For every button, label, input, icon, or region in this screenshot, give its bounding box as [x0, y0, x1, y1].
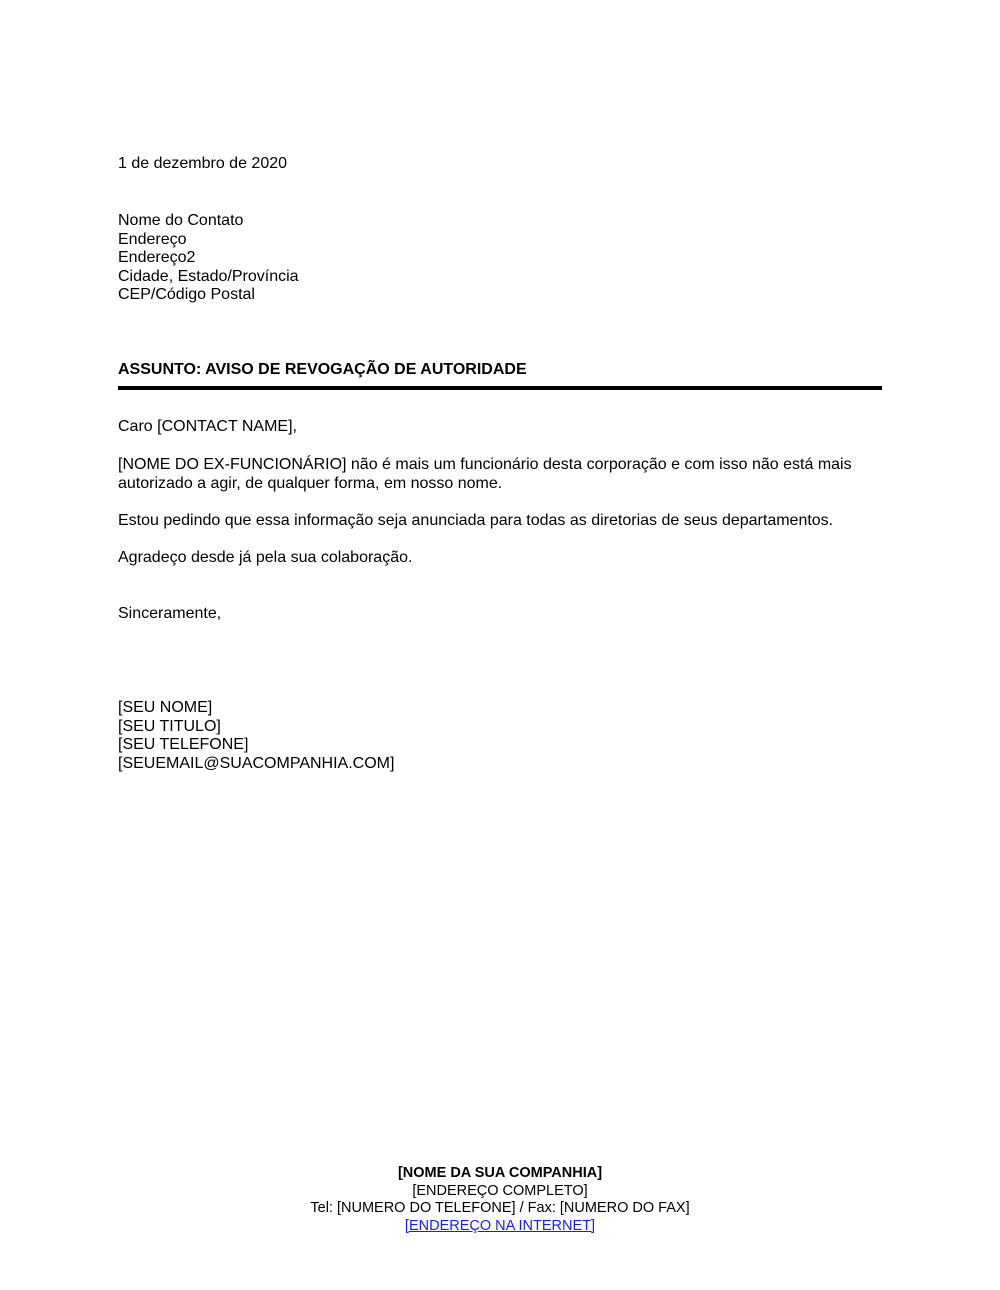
body-paragraph-3-text: Agradeço desde já pela sua colaboração.: [118, 549, 413, 566]
subject-heading: [118, 361, 882, 380]
salutation: [118, 418, 882, 437]
recipient-postal-code: CEP/Código Postal: [118, 286, 255, 303]
letter-date: [118, 155, 882, 174]
recipient-address-line-1: Endereço: [118, 230, 187, 248]
body-paragraph-2-text: Estou pedindo que essa informação seja anunciada para todas as diretorias de seus departamentos.: [118, 512, 834, 529]
subject-text: ASSUNTO: AVISO DE REVOGAÇÃO DE AUTORIDADE: [118, 361, 527, 378]
recipient-city-state: Cidade, Estado/Província: [118, 267, 299, 285]
signature-title: [SEU TITULO]: [118, 717, 221, 735]
company-footer: [0, 1165, 1000, 1235]
body-paragraph-3: [118, 549, 882, 568]
date-text: 1 de dezembro de 2020: [118, 155, 288, 172]
signature-phone: [SEU TELEFONE]: [118, 736, 249, 753]
footer-address: [ENDEREÇO COMPLETO]: [412, 1182, 588, 1199]
recipient-address-line-2: Endereço2: [118, 249, 196, 266]
body-paragraph-1: [NOME DO EX-FUNCIONÁRIO] não é mais um funcionário desta corporação e com isso não está mais autorizado a agir, de qualquer forma, em nosso nome.: [118, 456, 852, 492]
subject-divider: [118, 386, 882, 390]
signature-name: [SEU NOME]: [118, 699, 213, 716]
footer-website-link[interactable]: [ENDEREÇO NA INTERNET]: [404, 1217, 596, 1234]
footer-contact: Tel: [NUMERO DO TELEFONE] / Fax: [NUMERO DO FAX]: [310, 1200, 690, 1216]
closing: [118, 605, 882, 624]
footer-company-name: [NOME DA SUA COMPANHIA]: [397, 1165, 603, 1181]
body-paragraph-2: [118, 512, 882, 531]
closing-text: Sinceramente,: [118, 605, 222, 622]
recipient-name: Nome do Contato: [118, 212, 244, 229]
signature-email: [SEUEMAIL@SUACOMPANHIA.COM]: [118, 754, 395, 772]
salutation-text: Caro [CONTACT NAME],: [118, 418, 297, 435]
signature-block: [118, 699, 882, 773]
recipient-address: [118, 212, 882, 305]
